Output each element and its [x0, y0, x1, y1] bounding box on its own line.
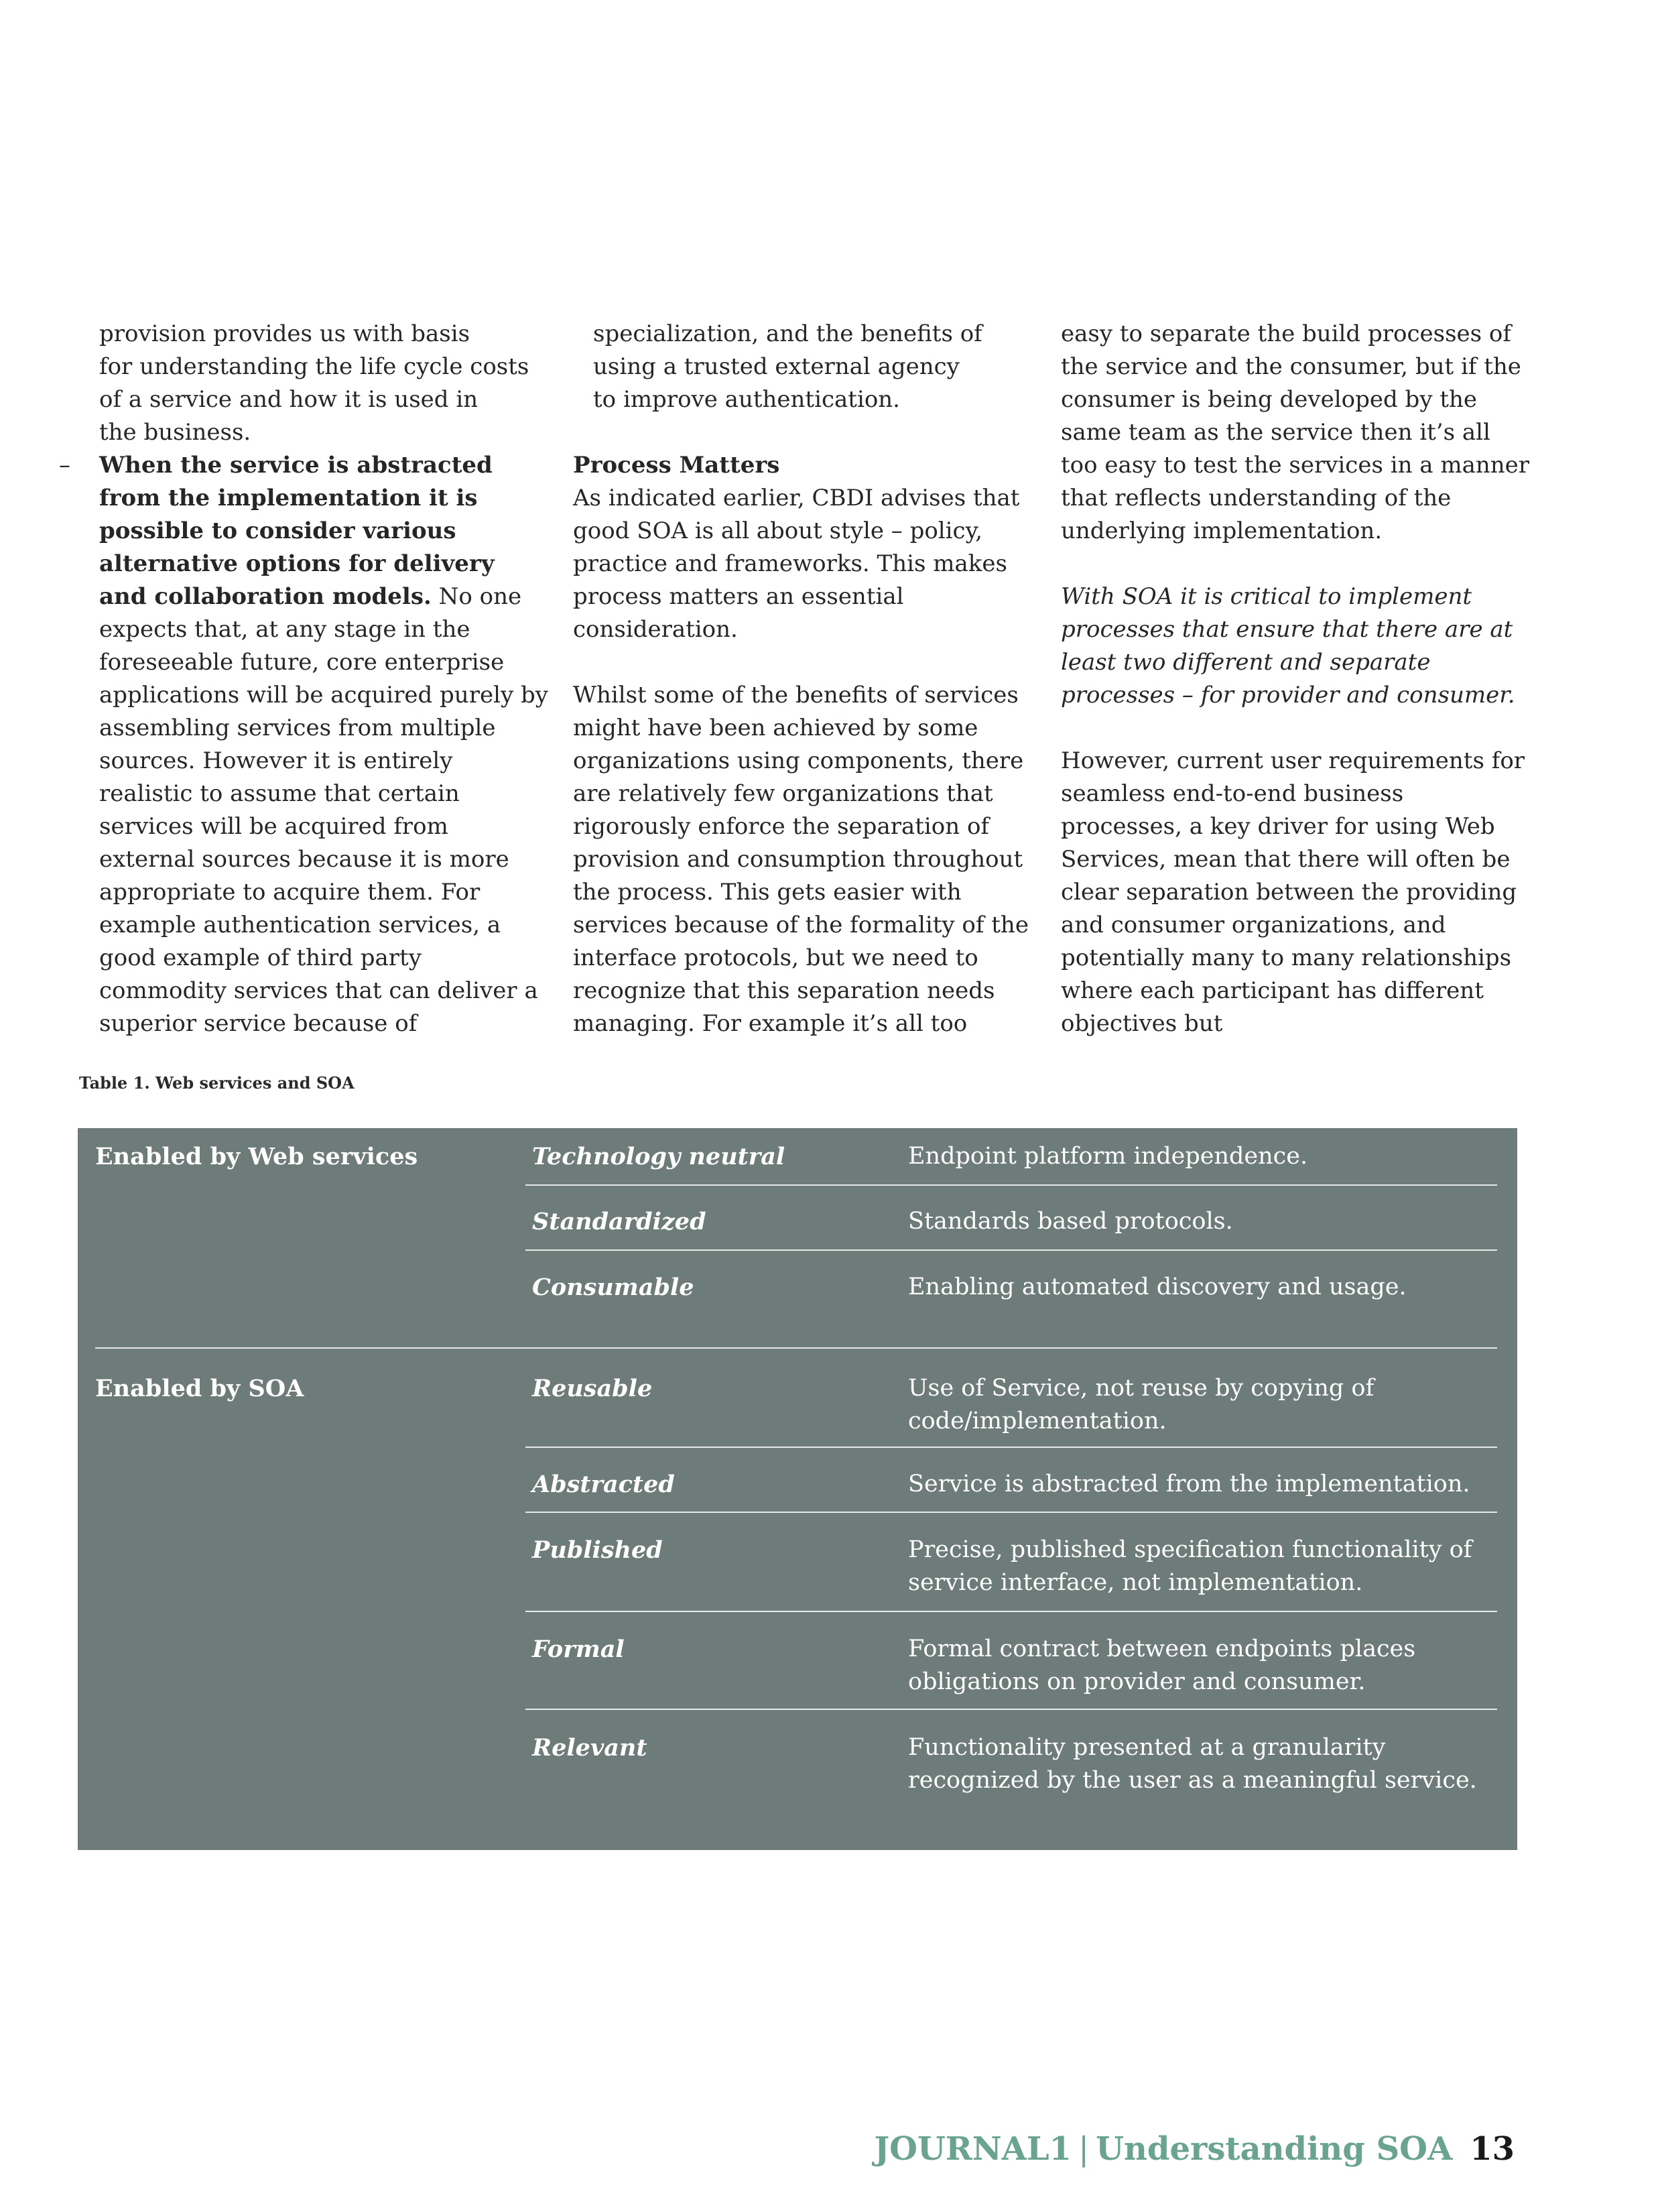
col2-section	[573, 449, 1042, 646]
feature-description: Precise, published specification functionality of service interface, not implementation.	[908, 1536, 1472, 1596]
col2-line: to improve authentication.	[593, 386, 900, 413]
feature-label: Reusable	[532, 1375, 653, 1402]
page-footer	[874, 2130, 1515, 2168]
section-heading: Process Matters	[573, 452, 780, 479]
col1-line: of a service and how it is used in	[99, 386, 478, 413]
row-divider	[525, 1249, 1497, 1251]
col2-line: specialization, and the benefits of	[593, 320, 982, 347]
feature-description: Service is abstracted from the implementation.	[908, 1471, 1470, 1497]
text-column-1	[59, 318, 548, 1040]
feature-description: Functionality presented at a granularity recognized by the user as a meaningful service.	[908, 1734, 1477, 1794]
row-divider	[525, 1447, 1497, 1448]
col1-bullet-paragraph	[59, 449, 548, 1040]
text-column-3	[1061, 318, 1530, 1040]
col3-paragraph-1: easy to separate the build processes of the service and the consumer, but if the consumer is being developed by the same team as the service then it’s all too easy to test the services in a manner that reflects understanding of the underlying implementation.	[1061, 320, 1530, 544]
col1-line: the business.	[99, 419, 251, 446]
group-label-web-services: Enabled by Web services	[95, 1143, 418, 1170]
feature-label: Technology neutral	[532, 1143, 785, 1170]
row-divider	[525, 1709, 1497, 1710]
feature-description: Endpoint platform independence.	[908, 1143, 1308, 1170]
col3-paragraph-3: However, current user requirements for seamless end-to-end business processes, a key driver for using Web Services, mean that there will often be clear separation between the providing and consumer organizations, and potentially many to many relationships where each participant has different objectives but	[1061, 747, 1525, 1037]
col3-pull-quote: With SOA it is critical to implement processes that ensure that there are at least two different and separate processes – for provider and consumer.	[1061, 583, 1515, 709]
feature-description: Formal contract between endpoints places obligations on provider and consumer.	[908, 1636, 1416, 1695]
col1-line: provision provides us with basis	[99, 320, 470, 347]
col1-line: for understanding the life cycle costs	[99, 353, 529, 380]
col2-line: using a trusted external agency	[593, 353, 960, 380]
feature-description: Enabling automated discovery and usage.	[908, 1274, 1407, 1300]
row-divider	[525, 1512, 1497, 1513]
col1-paragraph-1	[79, 318, 548, 449]
col1-body: No one expects that, at any stage in the foreseeable future, core enterprise applications will be acquired purely by assembling services from multiple sources. However it is entirely realistic to assume that certain services will be acquired from external sources because it is more appropriate to acquire them. For example authentication services, a good example of third party commodity services that can deliver a superior service because of	[99, 583, 548, 1037]
group-divider	[95, 1347, 1497, 1349]
page-number: 13	[1470, 2130, 1515, 2168]
web-services-soa-table	[78, 1128, 1517, 1850]
feature-label: Formal	[532, 1636, 625, 1663]
feature-label: Published	[532, 1536, 663, 1564]
text-column-2	[573, 318, 1042, 1040]
row-divider	[525, 1611, 1497, 1612]
col2-paragraph-1	[573, 318, 1042, 416]
row-divider	[525, 1184, 1497, 1186]
feature-label: Consumable	[532, 1274, 694, 1301]
footer-separator: |	[1078, 2130, 1090, 2168]
col1-bold-lead: When the service is abstracted from the implementation it is possible to consider various alternative options for delivery and collaboration models.	[99, 452, 495, 610]
table-caption: Table 1. Web services and SOA	[79, 1073, 355, 1093]
group-label-soa: Enabled by SOA	[95, 1375, 304, 1402]
dash-bullet: –	[59, 452, 70, 479]
feature-description: Use of Service, not reuse by copying of code/implementation.	[908, 1375, 1375, 1434]
section-title: Understanding SOA	[1096, 2130, 1453, 2168]
feature-label: Abstracted	[532, 1471, 675, 1498]
col2-paragraph-2: As indicated earlier, CBDI advises that good SOA is all about style – policy, practice and frameworks. This makes process matters an essential consideration.	[573, 485, 1020, 643]
feature-label: Relevant	[532, 1734, 647, 1762]
col2-paragraph-3: Whilst some of the benefits of services might have been achieved by some organizations using components, there are relatively few organizations that rigorously enforce the separation of provision and consumption throughout the process. This gets easier with services because of the formality of the interface protocols, but we need to recognize that this separation needs managing. For example it’s all too	[573, 682, 1029, 1037]
feature-label: Standardized	[532, 1208, 706, 1235]
journal-name: JOURNAL1	[874, 2130, 1072, 2168]
feature-description: Standards based protocols.	[908, 1208, 1233, 1235]
